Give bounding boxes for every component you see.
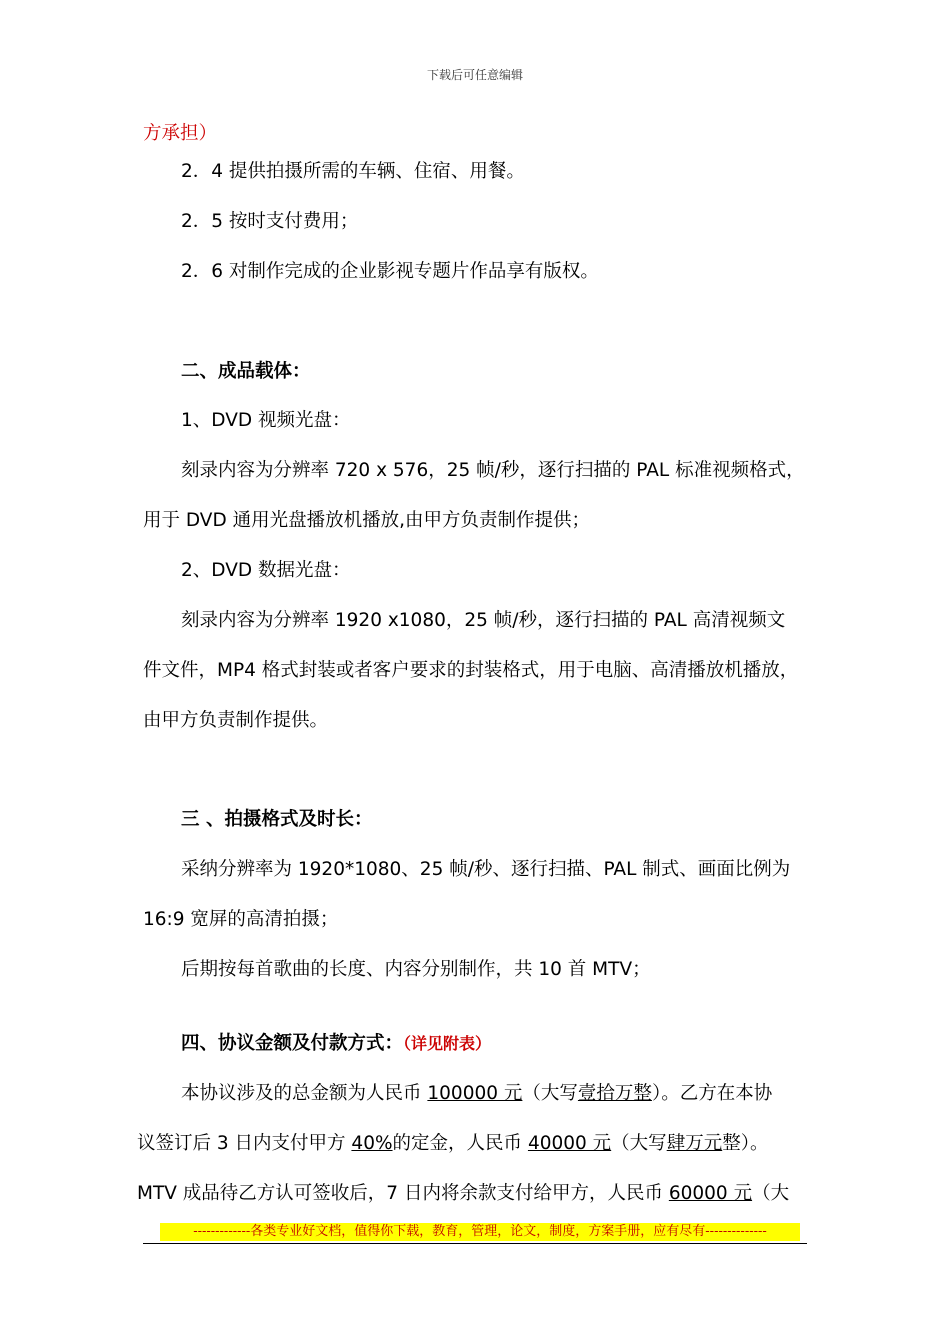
payment-text: 整）。 — [722, 1133, 769, 1154]
payment-text: （大 — [752, 1183, 790, 1204]
list-item-2-6: 2．6 对制作完成的企业影视专题片作品享有版权。 — [181, 261, 599, 282]
deposit-percent: 40% — [351, 1133, 393, 1154]
section-3-title: 三 、拍摄格式及时长： — [181, 809, 373, 830]
payment-line-1 — [181, 1082, 772, 1106]
payment-text: 议签订后 3 日内支付甲方 — [137, 1133, 352, 1154]
payment-text: （大写 — [522, 1083, 578, 1104]
list-item-2-4: 2．4 提供拍摄所需的车辆、住宿、用餐。 — [181, 161, 525, 182]
dvd-video-label: 1、DVD 视频光盘： — [181, 410, 351, 431]
payment-text: MTV 成品待乙方认可签收后，7 日内将余款支付给甲方，人民币 — [137, 1183, 669, 1204]
payment-line-3 — [137, 1182, 789, 1206]
section-4-heading — [181, 1032, 491, 1056]
payment-text: ）。乙方在本协 — [651, 1083, 773, 1104]
continuation-text: 方承担） — [143, 123, 218, 144]
page-header: 下载后可任意编辑 — [426, 68, 523, 82]
dvd-video-desc-2: 用于 DVD 通用光盘播放机播放,由甲方负责制作提供； — [143, 510, 590, 531]
balance-amount: 60000 元 — [668, 1183, 753, 1204]
dvd-data-desc-2: 件文件，MP4 格式封装或者客户要求的封装格式，用于电脑、高清播放机播放， — [143, 660, 799, 681]
payment-text: （大写 — [611, 1133, 667, 1154]
total-amount: 100000 元 — [427, 1083, 523, 1104]
payment-text: 的定金，人民币 — [392, 1133, 528, 1154]
format-desc-1: 采纳分辨率为 1920*1080、25 帧/秒、逐行扫描、PAL 制式、画面比例为 — [181, 859, 791, 880]
deposit-amount: 40000 元 — [527, 1133, 612, 1154]
dvd-video-desc-1: 刻录内容为分辨率 720 x 576，25 帧/秒，逐行扫描的 PAL 标准视频格式， — [181, 460, 805, 481]
section-2-title: 二、成品载体： — [181, 361, 311, 382]
deposit-amount-capital: 肆万元 — [666, 1133, 723, 1154]
footer-rule — [143, 1243, 807, 1244]
dvd-data-label: 2、DVD 数据光盘： — [181, 560, 351, 581]
dvd-data-desc-1: 刻录内容为分辨率 1920 x1080，25 帧/秒，逐行扫描的 PAL 高清视频文 — [181, 610, 786, 631]
section-4-title: 四、协议金额及付款方式： — [181, 1033, 404, 1054]
format-desc-3: 后期按每首歌曲的长度、内容分别制作，共 10 首 MTV； — [181, 959, 651, 980]
footer-banner: -------------各类专业好文档，值得你下载，教育，管理，论文，制度，方案手册，应有尽有-------------- — [160, 1223, 800, 1241]
list-item-2-5: 2．5 按时支付费用； — [181, 211, 359, 232]
payment-line-2 — [137, 1132, 768, 1156]
total-amount-capital: 壹拾万整 — [577, 1083, 652, 1104]
format-desc-2: 16:9 宽屏的高清拍摄； — [143, 909, 339, 930]
dvd-data-desc-3: 由甲方负责制作提供。 — [143, 710, 329, 731]
payment-text: 本协议涉及的总金额为人民币 — [181, 1083, 428, 1104]
see-appendix-note: （详见附表） — [403, 1034, 492, 1053]
